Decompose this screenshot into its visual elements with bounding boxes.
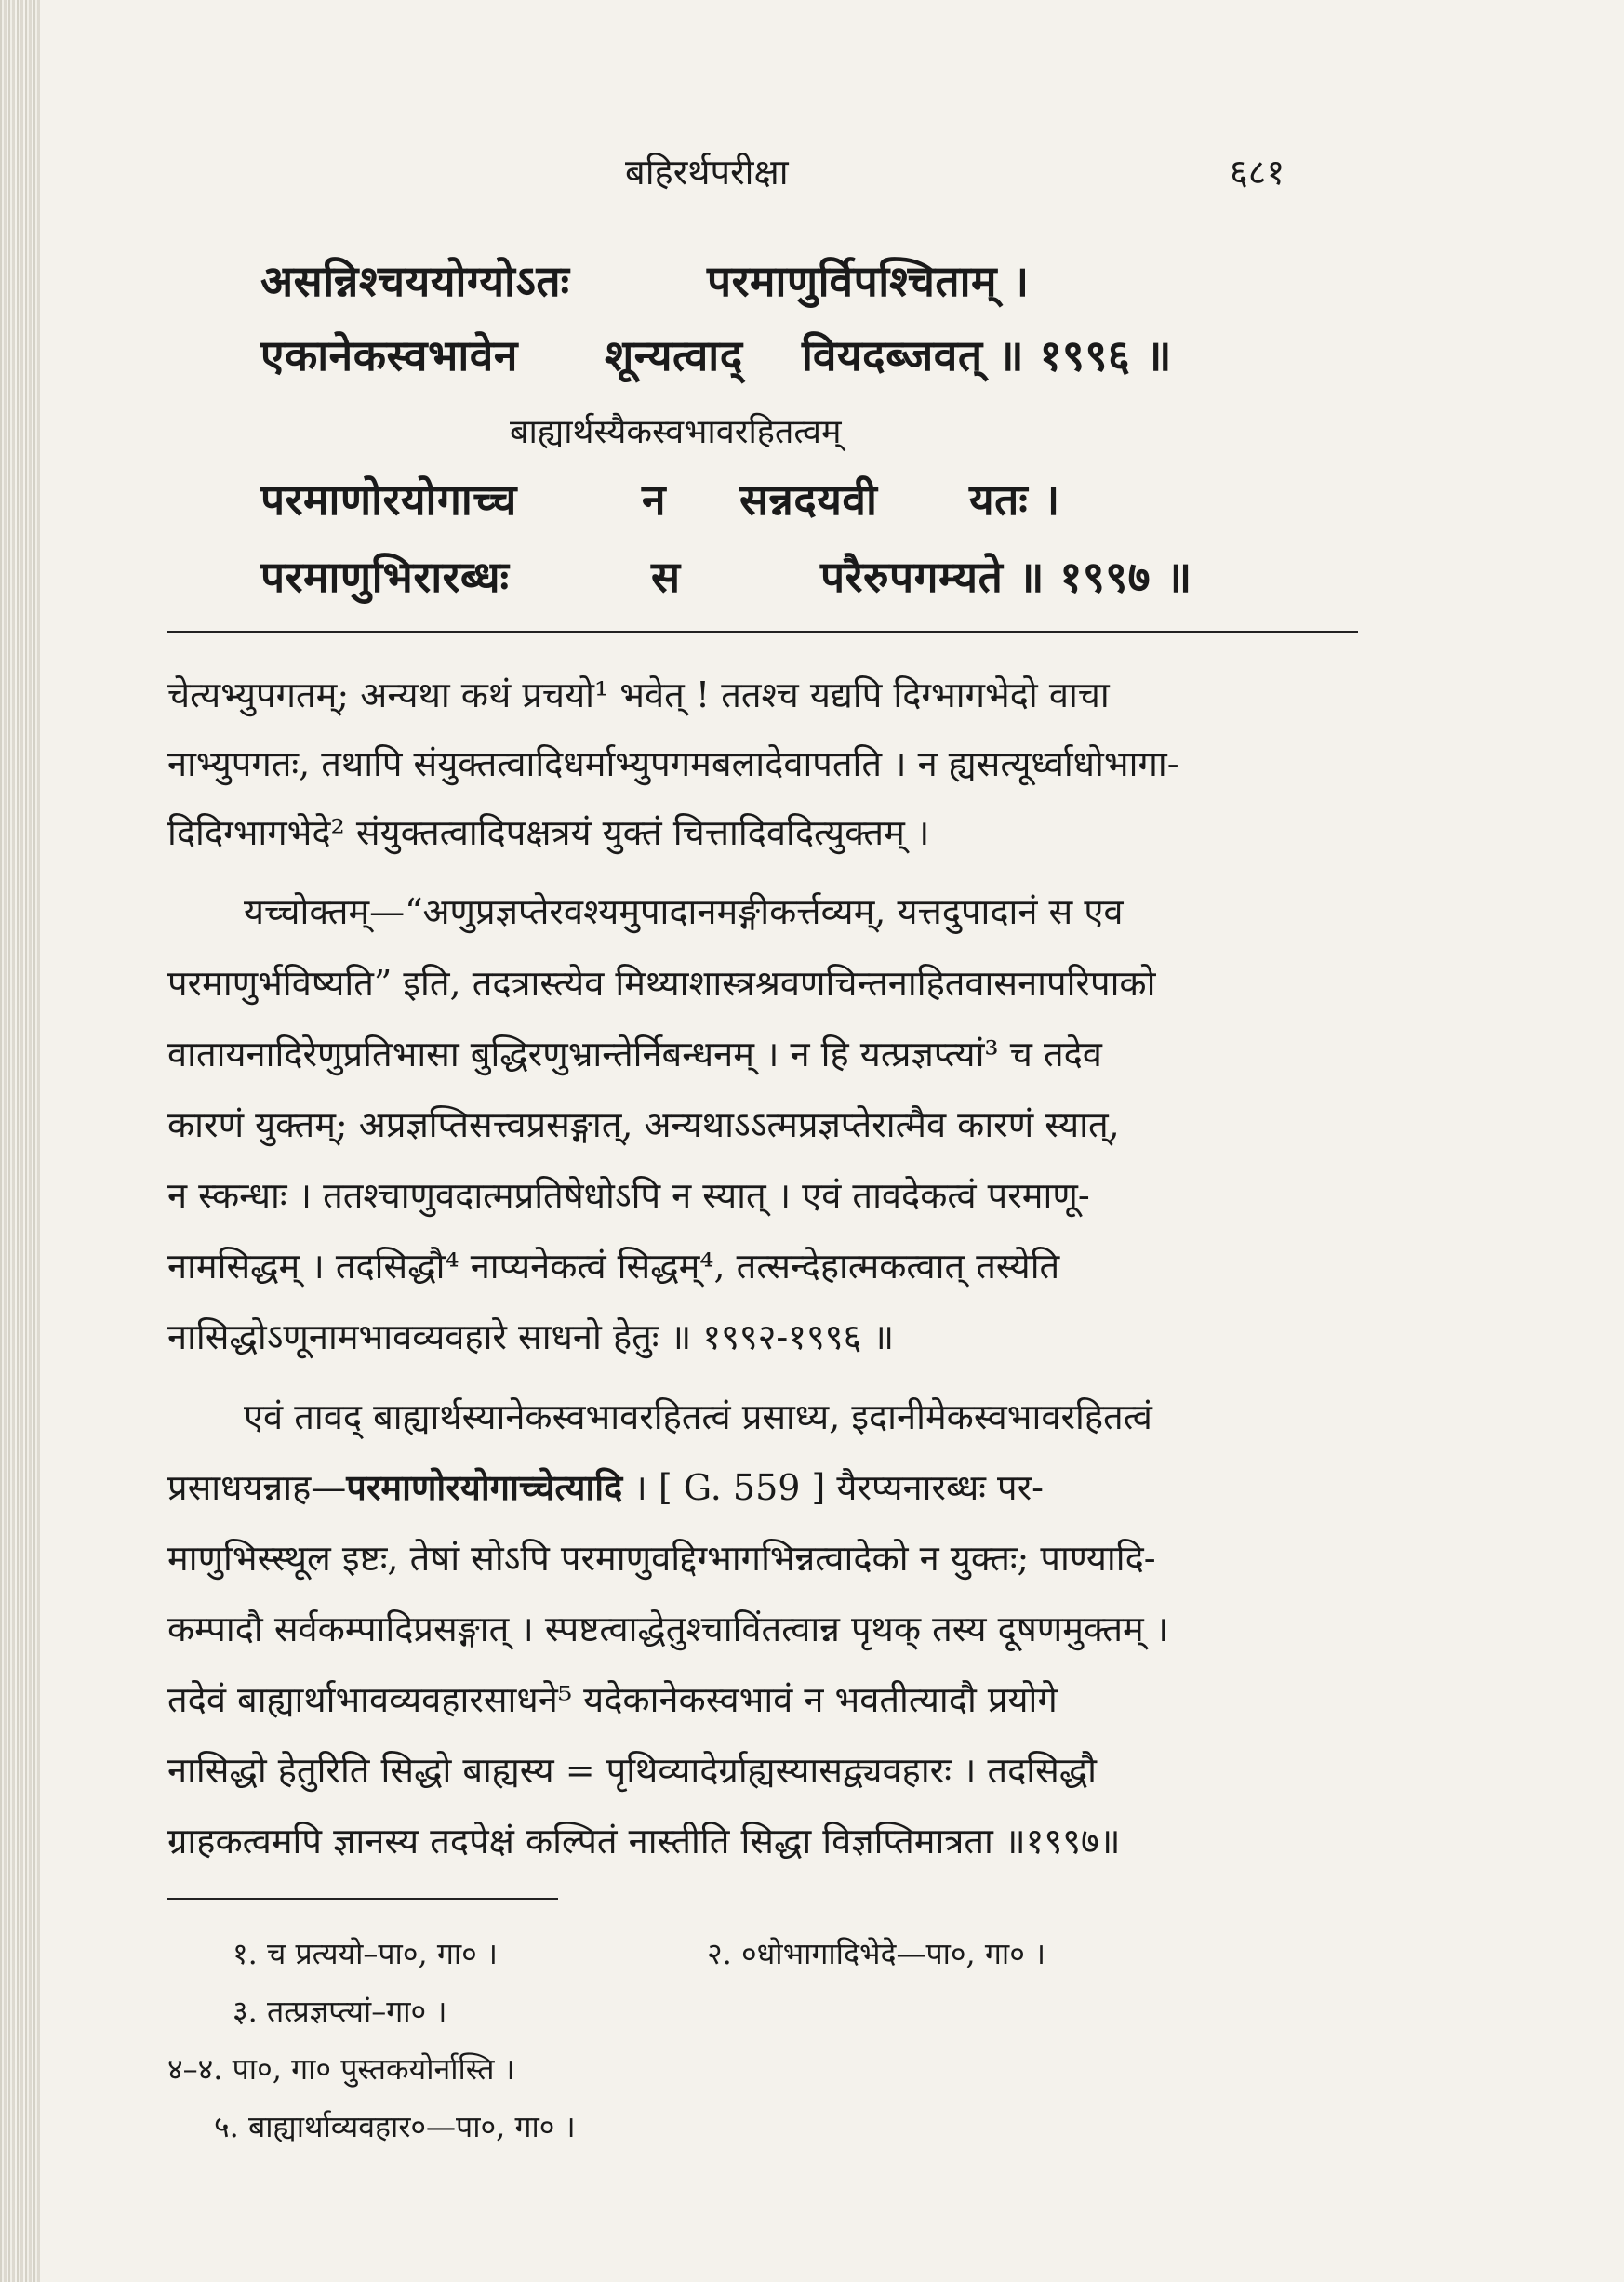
footnote: ५. बाह्यार्थाव्यवहार०—पा०, गा० । [214, 2109, 576, 2144]
footnote: ३. तत्प्रज्ञप्त्यां–गा० । [233, 1994, 447, 2029]
commentary-line: न स्कन्धाः । ततश्चाणुवदात्मप्रतिषेधोऽपि न स्यात् । एवं तावदेकत्वं परमाणू- [167, 1175, 1090, 1216]
commentary-line: कारणं युक्तम्; अप्रज्ञप्तिसत्त्वप्रसङ्गात्, अन्यथाऽऽत्मप्रज्ञप्तेरात्मैव कारणं स्यात्, [167, 1104, 1120, 1145]
commentary-line: यच्चोक्तम्—“अणुप्रज्ञप्तेरवश्यमुपादानमङ्गीकर्त्तव्यम्, यत्तदुपादानं स एव [244, 891, 1124, 932]
footnote: २. ०धोभागादिभेदे—पा०, गा० । [707, 1936, 1046, 1971]
footnote-separator-rule [167, 1898, 558, 1900]
commentary-line: नाभ्युपगतः, तथापि संयुक्तत्वादिधर्माभ्युपगमबलादेवापतति । न ह्यसत्यूर्ध्वाधोभागा- [167, 743, 1179, 784]
verse-segment: न [642, 474, 667, 525]
commentary-line: तदेवं बाह्यार्थाभावव्यवहारसाधने⁵ यदेकानेकस्वभावं न भवतीत्यादौ प्रयोगे [167, 1679, 1058, 1720]
commentary-line: नासिद्धोऽणूनामभावव्यवहारे साधनो हेतुः ॥ १९९२-१९९६ ॥ [167, 1316, 895, 1357]
commentary-line: नामसिद्धम् । तदसिद्धौ⁴ नाप्यनेकत्वं सिद्धम्⁴, तत्सन्देहात्मकत्वात् तस्येति [167, 1246, 1060, 1287]
commentary-line: नासिद्धो हेतुरिति सिद्धो बाह्यस्य = पृथिव्यादेर्ग्राह्यस्यासद्व्यवहारः । तदसिद्धौ [167, 1750, 1098, 1791]
verse-segment: परैरुपगम्यते ॥ १९९७ ॥ [820, 552, 1192, 602]
commentary-text: प्रसाधयन्नाह— [167, 1467, 347, 1508]
commentary-line: परमाणुर्भविष्यति” इति, तदत्रास्त्येव मिथ्याशास्त्रश्रवणचिन्तनाहितवासनापरिपाको [167, 963, 1156, 1004]
verse-segment: परमाणुर्विपश्चिताम् । [707, 256, 1030, 306]
verse-separator-rule [167, 631, 1358, 633]
commentary-line: कम्पादौ सर्वकम्पादिप्रसङ्गात् । स्पष्टत्वाद्धेतुश्चाविंतत्वान्न पृथक् तस्य दूषणमुक्तम् । [167, 1608, 1169, 1649]
pratika-verse-reference: परमाणोरयोगाच्चेत्यादि [346, 1466, 623, 1508]
verse-segment: सन्नदयवी [739, 474, 878, 525]
verse-segment: यतः । [969, 474, 1060, 525]
section-subheading: बाह्यार्थस्यैकस्वभावरहितत्वम् [510, 413, 842, 451]
running-header-title: बहिरर्थपरीक्षा [625, 152, 789, 193]
verse-segment: शून्यत्वाद् [605, 330, 743, 380]
commentary-line: ग्राहकत्वमपि ज्ञानस्य तदपेक्षं कल्पितं नास्तीति सिद्धा विज्ञप्तिमात्रता ॥१९९७॥ [167, 1821, 1121, 1862]
footnote: ४–४. पा०, गा० पुस्तकयोर्नास्ति । [167, 2051, 515, 2087]
commentary-line [167, 1462, 1044, 1511]
verse-segment: स [651, 552, 681, 602]
verse-segment: एकानेकस्वभावेन [260, 330, 518, 380]
verse-segment: वियदब्जवत् ॥ १९९६ ॥ [802, 330, 1172, 380]
commentary-line: एवं तावद् बाह्यार्थस्यानेकस्वभावरहितत्वं प्रसाध्य, इदानीमेकस्वभावरहितत्वं [244, 1396, 1152, 1437]
verse-segment: परमाणुभिरारब्धः [260, 552, 510, 602]
commentary-text: । [ G. 559 ] यैरप्यनारब्धः पर- [622, 1467, 1044, 1508]
verse-segment: परमाणोरयोगाच्च [260, 474, 517, 525]
footnote: १. च प्रत्ययो–पा०, गा० । [233, 1936, 499, 1971]
commentary-line: वातायनादिरेणुप्रतिभासा बुद्धिरणुभ्रान्तेर्निबन्धनम् । न हि यत्प्रज्ञप्त्यां³ च तदेव [167, 1034, 1102, 1074]
verse-segment: असन्निश्चययोग्योऽतः [260, 256, 570, 306]
commentary-line: दिदिग्भागभेदे² संयुक्तत्वादिपक्षत्रयं युक्तं चित्तादिवदित्युक्तम् । [167, 812, 930, 853]
commentary-line: माणुभिस्स्थूल इष्टः, तेषां सोऽपि परमाणुवद्दिग्भागभिन्नत्वादेको न युक्तः; पाण्यादि- [167, 1538, 1156, 1579]
page-number: ६८१ [1230, 152, 1285, 193]
commentary-line: चेत्यभ्युपगतम्; अन्यथा कथं प्रचयो¹ भवेत् ! ततश्च यद्यपि दिग्भागभेदो वाचा [167, 674, 1110, 715]
